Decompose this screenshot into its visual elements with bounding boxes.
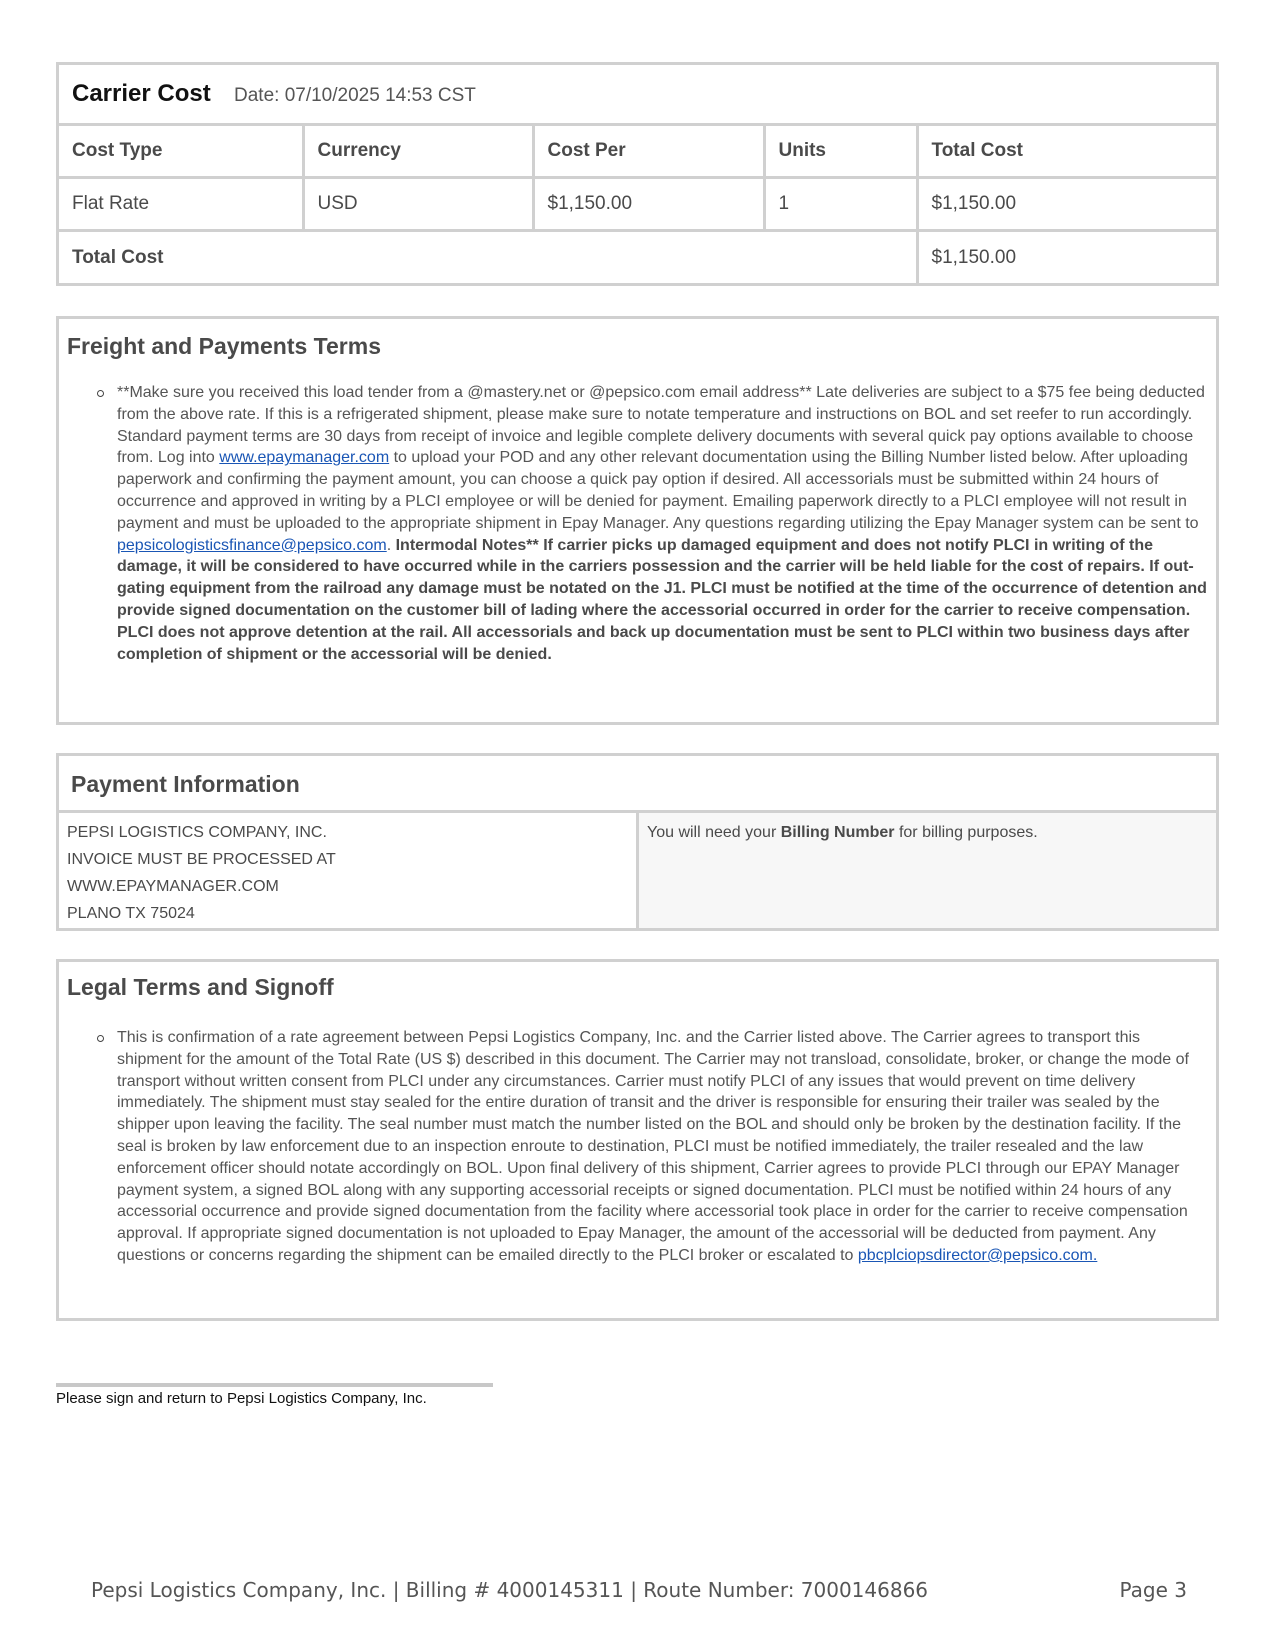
address-line: PEPSI LOGISTICS COMPANY, INC. — [67, 824, 327, 841]
freight-terms-section — [56, 316, 1219, 725]
freight-terms-list — [67, 382, 1208, 665]
freight-text-2: to upload your POD and any other relevant documentation using the Billing Number listed below. After uploading paperwork and confirming the payment amount, you can choose a quick pay option if desired. All accessorials must be submitted within 24 hours of occurrence and approved in writing by a PLCI employee or will be denied for payment. Emailing paperwork directly to a PLCI employee will not result in payment and must be uploaded to the appropriate shipment in Epay Manager. Any questions regarding utilizing the Epay Manager system can be sent to — [117, 449, 1199, 532]
header-currency: Currency — [303, 125, 533, 178]
payment-info-title: Payment Information — [71, 771, 300, 797]
epaymanager-link[interactable]: www.epaymanager.com — [219, 449, 390, 467]
billing-note-suffix: for billing purposes. — [894, 824, 1038, 841]
payment-info-section — [56, 753, 1219, 931]
table-header-row — [59, 125, 1216, 178]
table-row — [59, 178, 1216, 231]
signature-instruction: Please sign and return to Pepsi Logistics Company, Inc. — [56, 1390, 427, 1407]
legal-terms-item — [117, 1027, 1208, 1267]
signature-line — [56, 1383, 493, 1387]
intermodal-notes: Intermodal Notes** If carrier picks up damaged equipment and does not notify PLCI in writing of the damage, it will be considered to have occurred while in the carriers possession and the carrier will be held liable for the cost of repairs. If out-gating equipment from the railroad any damage must be notated on the J1. PLCI must be notified at the time of the occurrence of detention and provide signed documentation on the customer bill of lading where the accessorial occurred in order for the carrier to receive compensation. PLCI does not approve detention at the rail. All accessorials and back up documentation must be sent to PLCI within two business days after completion of shipment or the accessorial will be denied. — [117, 536, 1207, 663]
carrier-cost-table — [56, 62, 1219, 286]
cell-cost-per: $1,150.00 — [533, 178, 764, 231]
address-line: WWW.EPAYMANAGER.COM — [67, 878, 279, 895]
carrier-cost-grid — [59, 65, 1216, 283]
legal-terms-section — [56, 959, 1219, 1321]
cell-total-cost: $1,150.00 — [917, 178, 1216, 231]
legal-terms-list — [67, 1027, 1208, 1267]
header-cost-type: Cost Type — [59, 125, 303, 178]
billing-note-bold: Billing Number — [780, 824, 895, 841]
cell-units: 1 — [764, 178, 917, 231]
header-units: Units — [764, 125, 917, 178]
freight-terms-item — [117, 382, 1208, 665]
total-cost-value: $1,150.00 — [917, 231, 1216, 284]
freight-text-1: **Make sure you received this load tender from a @mastery.net or @pepsico.com email address** Late deliveries are subject to a $75 fee being deducted from the above rate. If this is a refrigerated shipment, please make sure to notate temperature and instructions on BOL and set reefer to run accordingly. Standard payment terms are 30 days from receipt of invoice and legible complete delivery documents with several quick pay options available to choose from. Log into — [117, 384, 1205, 467]
footer-info: Pepsi Logistics Company, Inc. | Billing # 4000145311 | Route Number: 7000146866 — [91, 1578, 929, 1602]
address-line: INVOICE MUST BE PROCESSED AT — [67, 851, 336, 868]
payment-info-header — [59, 756, 1216, 813]
cell-currency: USD — [303, 178, 533, 231]
legal-terms-title: Legal Terms and Signoff — [67, 974, 334, 1000]
carrier-cost-title: Carrier Cost — [72, 80, 211, 107]
page-number: Page 3 — [1119, 1578, 1187, 1602]
billing-note-prefix: You will need your — [647, 824, 781, 841]
finance-email-link[interactable]: pepsicologisticsfinance@pepsico.com — [117, 536, 387, 554]
address-line: PLANO TX 75024 — [67, 905, 195, 922]
freight-terms-title: Freight and Payments Terms — [67, 333, 381, 359]
total-row — [59, 231, 1216, 284]
header-total-cost: Total Cost — [917, 125, 1216, 178]
billing-note — [639, 813, 1216, 928]
carrier-cost-title-cell — [59, 65, 1216, 125]
ops-director-email-link[interactable]: pbcplciopsdirector@pepsico.com. — [857, 1246, 1098, 1264]
header-cost-per: Cost Per — [533, 125, 764, 178]
carrier-cost-date: Date: 07/10/2025 14:53 CST — [234, 85, 476, 106]
legal-text: This is confirmation of a rate agreement between Pepsi Logistics Company, Inc. and the Carrier listed above. The Carrier agrees to transport this shipment for the amount of the Total Rate (US $) described in this document. The Carrier may not transload, consolidate, broker, or change the mode of transport without written consent from PLCI under any circumstances. Carrier must notify PLCI of any issues that would prevent on time delivery immediately. The shipment must stay sealed for the entire duration of transit and the driver is responsible for ensuring their trailer was sealed by the shipper upon leaving the facility. The seal number must match the number listed on the BOL and should only be broken by the destination facility. If the seal is broken by law enforcement due to an inspection enroute to destination, PLCI must be notified immediately, the trailer resealed and the law enforcement officer should notate accordingly on BOL. Upon final delivery of this shipment, Carrier agrees to provide PLCI through our EPAY Manager payment system, a signed BOL along with any supporting accessorial receipts or signed documentation. PLCI must be notified within 24 hours of any accessorial occurrence and provide signed documentation from the facility where accessorial took place in order for the carrier to receive compensation approval. If appropriate signed documentation is not uploaded to Epay Manager, the amount of the accessorial will be deducted from payment. Any questions or concerns regarding the shipment can be emailed directly to the PLCI broker or escalated to — [117, 1029, 1189, 1264]
cell-cost-type: Flat Rate — [59, 178, 303, 231]
total-cost-label: Total Cost — [59, 231, 917, 284]
freight-text-3: . — [386, 536, 396, 554]
payment-address — [59, 813, 639, 928]
